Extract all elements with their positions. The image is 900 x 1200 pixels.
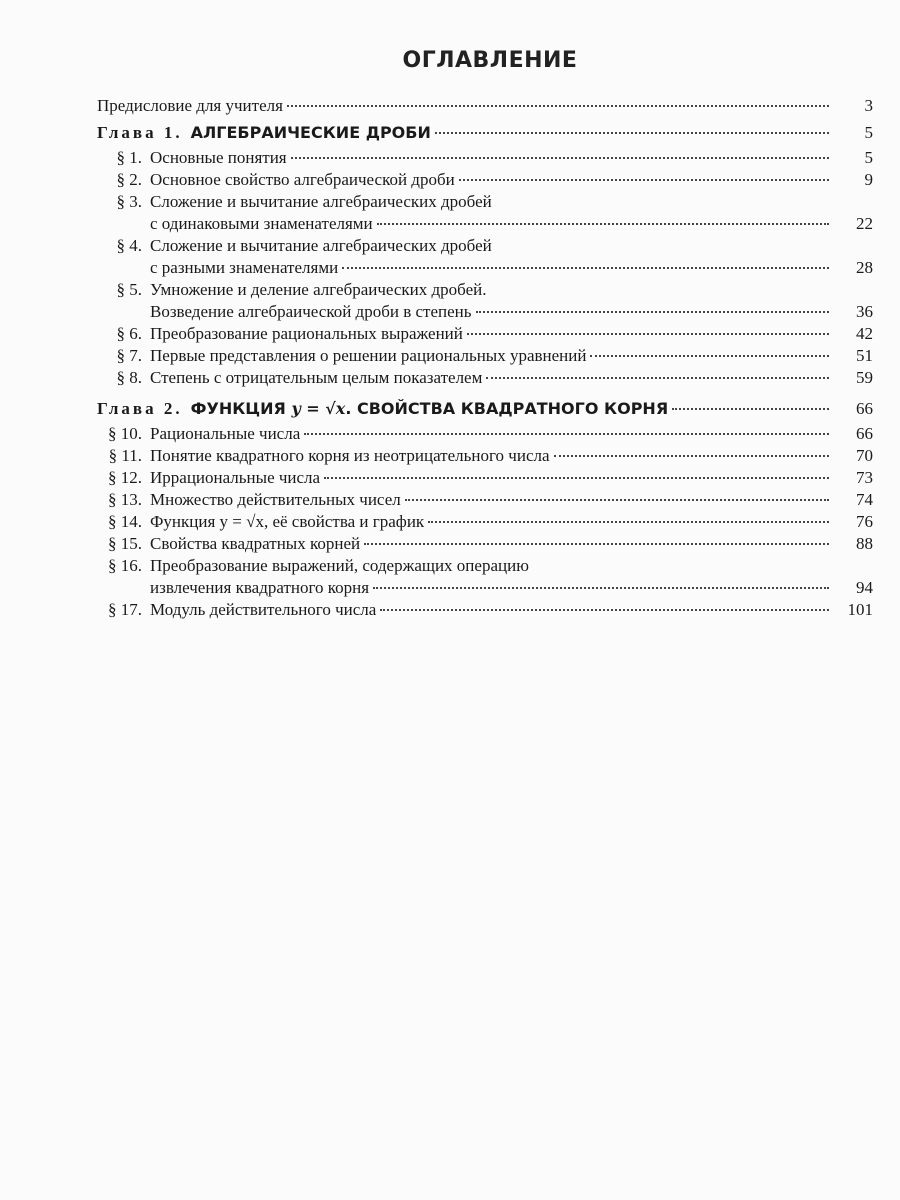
page-number: 70: [856, 446, 873, 465]
page-number: 76: [856, 512, 873, 531]
toc-section: [97, 511, 873, 533]
leader-dots: [476, 311, 830, 313]
page-number: 36: [856, 302, 873, 321]
section-title: с одинаковыми знаменателями: [150, 214, 373, 233]
toc-section: [97, 345, 873, 367]
section-number: § 16.: [108, 556, 142, 575]
leader-dots: [405, 499, 829, 501]
toc-section: [97, 191, 873, 213]
section-title: Модуль действительного числа: [150, 600, 377, 619]
section-title: Умножение и деление алгебраических дробей.: [150, 280, 487, 299]
page-number: 73: [856, 468, 873, 487]
page-number: 9: [864, 170, 873, 189]
toc-section: [97, 445, 873, 467]
toc-section: [97, 147, 873, 169]
toc-section: [97, 279, 873, 301]
page-number: 42: [856, 324, 873, 343]
section-title: Функция y = √x, её свойства и график: [150, 512, 425, 531]
leader-dots: [486, 377, 829, 379]
leader-dots: [467, 333, 829, 335]
chapter-title: [191, 397, 669, 421]
section-title: Основное свойство алгебраической дроби: [150, 170, 455, 189]
section-title: Свойства квадратных корней: [150, 534, 361, 553]
table-of-contents: [97, 95, 873, 621]
chapter-title-start: ФУНКЦИЯ: [190, 399, 286, 418]
section-title: Основные понятия: [150, 148, 287, 167]
section-title: Сложение и вычитание алгебраических дробей: [150, 192, 492, 211]
toc-section-continuation: [97, 257, 873, 279]
page-number: 94: [856, 578, 873, 597]
chapter-label: Глава 1.: [97, 123, 183, 142]
toc-chapter-2: [97, 397, 873, 421]
section-title: Преобразование рациональных выражений: [150, 324, 463, 343]
toc-section: [97, 467, 873, 489]
chapter-title-end: . СВОЙСТВА КВАДРАТНОГО КОРНЯ: [345, 399, 669, 418]
section-number: § 12.: [108, 468, 142, 487]
section-number: § 8.: [116, 368, 142, 387]
section-title: Первые представления о решении рациональных уравнений: [150, 346, 587, 365]
page-number: 3: [864, 96, 873, 115]
leader-dots: [459, 179, 829, 181]
section-title: Сложение и вычитание алгебраических дробей: [150, 236, 492, 255]
leader-dots: [364, 543, 829, 545]
page-title: ОГЛАВЛЕНИЕ: [402, 48, 578, 73]
leader-dots: [342, 267, 829, 269]
toc-section: [97, 169, 873, 191]
toc-section: [97, 555, 873, 577]
section-number: § 2.: [116, 170, 142, 189]
leader-dots: [291, 157, 829, 159]
leader-dots: [554, 455, 829, 457]
section-title: Степень с отрицательным целым показателем: [150, 368, 483, 387]
toc-section: [97, 367, 873, 389]
section-title: Возведение алгебраической дроби в степень: [150, 302, 472, 321]
toc-section: [97, 323, 873, 345]
leader-dots: [590, 355, 829, 357]
section-title: Множество действительных чисел: [150, 490, 401, 509]
chapter-title: АЛГЕБРАИЧЕСКИЕ ДРОБИ: [190, 123, 431, 142]
toc-section: [97, 235, 873, 257]
page-number: 22: [856, 214, 873, 233]
section-title: извлечения квадратного корня: [150, 578, 370, 597]
page-number: 28: [856, 258, 873, 277]
page-number: 5: [864, 123, 873, 142]
section-number: § 5.: [116, 280, 142, 299]
chapter-label: Глава 2.: [97, 399, 183, 418]
toc-section-continuation: [97, 577, 873, 599]
leader-dots: [287, 105, 829, 107]
section-title: с разными знаменателями: [150, 258, 339, 277]
leader-dots: [324, 477, 829, 479]
toc-section-continuation: [97, 301, 873, 323]
toc-entry-text: Предисловие для учителя: [97, 96, 283, 115]
section-title: Рациональные числа: [150, 424, 301, 443]
toc-section: [97, 533, 873, 555]
toc-chapter-1: [97, 121, 873, 145]
leader-dots: [672, 408, 829, 410]
leader-dots: [304, 433, 829, 435]
section-number: § 3.: [116, 192, 142, 211]
page-number: 59: [856, 368, 873, 387]
section-number: § 11.: [108, 446, 142, 465]
section-number: § 4.: [116, 236, 142, 255]
leader-dots: [377, 223, 829, 225]
section-number: § 1.: [116, 148, 142, 167]
section-title: Преобразование выражений, содержащих операцию: [150, 556, 529, 575]
section-title: Иррациональные числа: [150, 468, 321, 487]
leader-dots: [428, 521, 829, 523]
page-number: 5: [864, 148, 873, 167]
toc-section: [97, 489, 873, 511]
section-number: § 14.: [108, 512, 142, 531]
section-number: § 10.: [108, 424, 142, 443]
leader-dots: [373, 587, 829, 589]
page-number: 101: [847, 600, 873, 619]
sqrt-formula: y = √x: [291, 399, 346, 418]
section-number: § 6.: [116, 324, 142, 343]
leader-dots: [435, 132, 829, 134]
toc-section: [97, 423, 873, 445]
page-number: 74: [856, 490, 873, 509]
leader-dots: [380, 609, 829, 611]
section-number: § 13.: [108, 490, 142, 509]
page-number: 66: [856, 424, 873, 443]
page-number: 66: [856, 399, 873, 418]
page-number: 88: [856, 534, 873, 553]
section-number: § 15.: [108, 534, 142, 553]
section-number: § 7.: [116, 346, 142, 365]
section-title: Понятие квадратного корня из неотрицательного числа: [150, 446, 550, 465]
toc-section-continuation: [97, 213, 873, 235]
page-number: 51: [856, 346, 873, 365]
toc-section: [97, 599, 873, 621]
section-number: § 17.: [108, 600, 142, 619]
toc-entry-preface: [97, 95, 873, 117]
